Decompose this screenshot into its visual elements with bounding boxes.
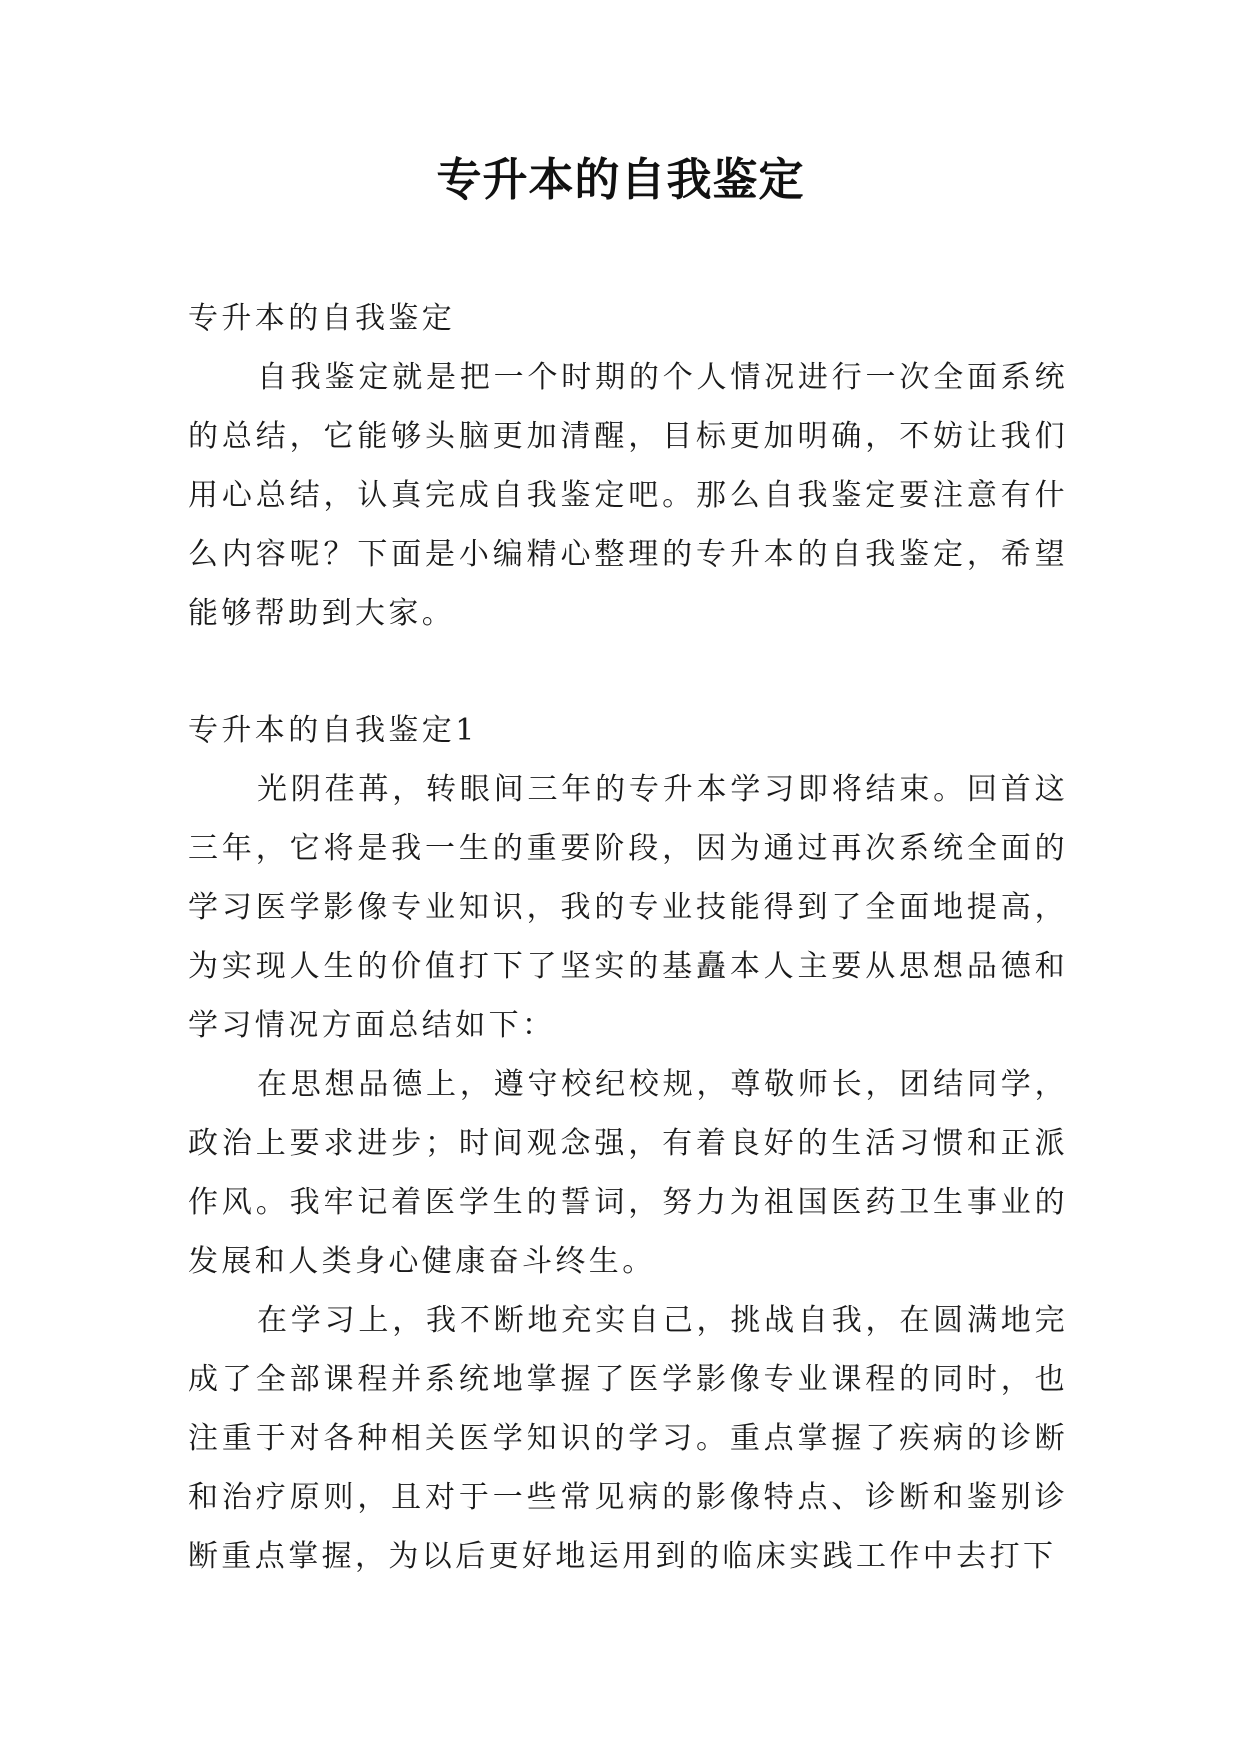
intro-paragraph: 自我鉴定就是把一个时期的个人情况进行一次全面系统的总结，它能够头脑更加清醒，目标更加明确，不妨让我们用心总结，认真完成自我鉴定吧。那么自我鉴定要注意有什么内容呢？下面是小编精心整理的专升本的自我鉴定，希望能够帮助到大家。 (188, 360, 1068, 631)
document-title: 专升本的自我鉴定 (436, 153, 805, 206)
intro-heading: 专升本的自我鉴定 (188, 301, 456, 336)
section1-heading: 专升本的自我鉴定1 (188, 713, 478, 748)
section-spacer (188, 643, 1068, 701)
section1-paragraph-1: 光阴荏苒，转眼间三年的专升本学习即将结束。回首这三年，它将是我一生的重要阶段，因为通过再次系统全面的学习医学影像专业知识，我的专业技能得到了全面地提高，为实现人生的价值打下了坚实的基矗本人主要从思想品德和学习情况方面总结如下： (188, 772, 1068, 1043)
section1-paragraph-2: 在思想品德上，遵守校纪校规，尊敬师长，团结同学，政治上要求进步；时间观念强，有着良好的生活习惯和正派作风。我牢记着医学生的誓词，努力为祖国医药卫生事业的发展和人类身心健康奋斗终生。 (188, 1067, 1068, 1279)
section1-paragraph-3: 在学习上，我不断地充实自己，挑战自我，在圆满地完成了全部课程并系统地掌握了医学影像专业课程的同时，也注重于对各种相关医学知识的学习。重点掌握了疾病的诊断和治疗原则，且对于一些常见病的影像特点、诊断和鉴别诊断重点掌握，为以后更好地运用到的临床实践工作中去打下 (188, 1303, 1068, 1574)
document-body (188, 289, 1068, 1586)
